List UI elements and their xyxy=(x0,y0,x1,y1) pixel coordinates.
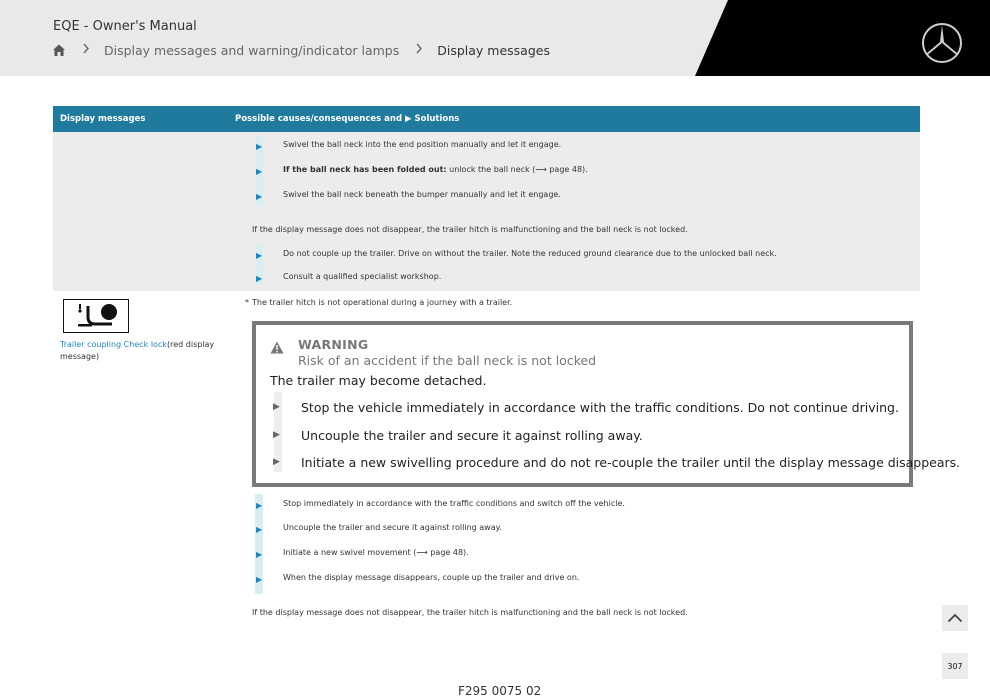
warning-item: Initiate a new swivelling procedure and do not re-couple the trailer until the display message disappears. xyxy=(301,455,961,470)
arrow-icon: ▶ xyxy=(256,167,263,176)
caption-rest: (red display message) xyxy=(60,340,215,361)
step-text: When the display message disappears, couple up the trailer and drive on. xyxy=(283,573,580,582)
breadcrumb xyxy=(52,41,550,59)
warning-title: WARNING xyxy=(298,337,369,352)
image-code: F295 0075 02 xyxy=(458,684,542,698)
arrow-icon: ▶ xyxy=(256,501,263,510)
step-text: Do not couple up the trailer. Drive on without the trailer. Note the reduced ground clearance due to the unlocked ball neck. xyxy=(283,249,777,258)
arrow-icon: ▶ xyxy=(273,457,280,467)
arrow-icon: ▶ xyxy=(273,402,280,412)
mercedes-star-logo xyxy=(920,21,964,65)
arrow-icon: ▶ xyxy=(256,550,263,559)
arrow-icon: ▶ xyxy=(256,142,263,151)
step-bold: If the ball neck has been folded out: xyxy=(283,165,447,174)
step-text: Stop immediately in accordance with the traffic conditions and switch off the vehicle. xyxy=(283,499,625,508)
table-row xyxy=(53,132,920,291)
step-rest[interactable]: unlock the ball neck (⟶ page 48). xyxy=(446,165,588,174)
page-number: 307 xyxy=(947,661,963,671)
col-header-display-messages: Display messages xyxy=(60,114,146,124)
page-header xyxy=(0,0,990,76)
chevron-right-icon xyxy=(82,43,90,57)
warning-triangle-icon xyxy=(270,341,284,354)
arrow-icon: ▶ xyxy=(256,274,263,283)
page-number-badge xyxy=(942,653,968,679)
table-header xyxy=(53,106,920,132)
step-text: Consult a qualified specialist workshop. xyxy=(283,272,442,281)
trailer-coupling-lock-icon xyxy=(63,299,129,333)
step-text[interactable]: Initiate a new swivel movement (⟶ page 48). xyxy=(283,548,469,557)
step-text: Swivel the ball neck beneath the bumper manually and let it engage. xyxy=(283,190,561,199)
warning-text: The trailer may become detached. xyxy=(270,373,487,388)
chevron-right-icon xyxy=(415,43,423,57)
scroll-to-top-button[interactable] xyxy=(942,605,968,631)
condition-text: If the display message does not disappear, the trailer hitch is malfunctioning and the ball neck is not locked. xyxy=(252,225,688,234)
step-text: Uncouple the trailer and secure it against rolling away. xyxy=(283,523,502,532)
step-text: Swivel the ball neck into the end position manually and let it engage. xyxy=(283,140,562,149)
arrow-icon: ▶ xyxy=(256,575,263,584)
arrow-icon: ▶ xyxy=(256,525,263,534)
doc-title: EQE - Owner's Manual xyxy=(53,19,197,34)
step-text xyxy=(283,165,588,174)
condition-text: If the display message does not disappear, the trailer hitch is malfunctioning and the ball neck is not locked. xyxy=(252,608,688,617)
home-icon[interactable] xyxy=(52,43,66,57)
breadcrumb-current: Display messages xyxy=(437,42,550,58)
warning-item: Uncouple the trailer and secure it against rolling away. xyxy=(301,428,643,443)
warning-subtitle: Risk of an accident if the ball neck is not locked xyxy=(298,353,597,368)
display-message-caption xyxy=(60,339,230,363)
caption-link[interactable]: Trailer coupling Check lock xyxy=(60,340,167,349)
header-black-band xyxy=(0,0,990,76)
breadcrumb-link-display-messages-lamps[interactable]: Display messages and warning/indicator lamps xyxy=(104,42,400,58)
chevron-up-icon xyxy=(947,613,963,623)
arrow-icon: ▶ xyxy=(273,430,280,440)
footnote-text: The trailer hitch is not operational during a journey with a trailer. xyxy=(252,298,513,307)
footnote-star: * xyxy=(245,298,249,307)
col-header-causes-solutions: Possible causes/consequences and ▶ Solutions xyxy=(235,114,460,124)
arrow-icon: ▶ xyxy=(256,192,263,201)
warning-item: Stop the vehicle immediately in accordance with the traffic conditions. Do not continue driving. xyxy=(301,400,899,415)
arrow-icon: ▶ xyxy=(256,251,263,260)
